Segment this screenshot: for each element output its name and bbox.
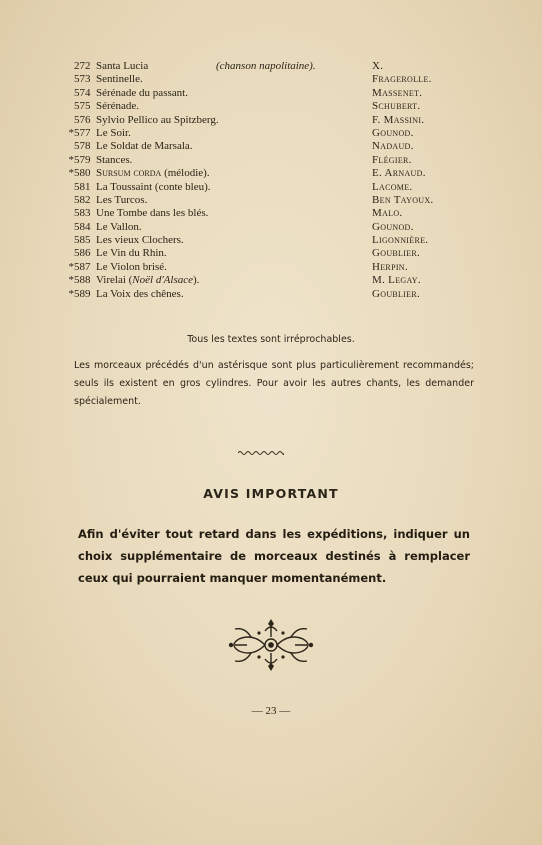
- catalog-row: [66, 274, 486, 287]
- catalog-row: [66, 127, 486, 140]
- song-title: Stances.: [96, 153, 133, 166]
- song-number: 578: [74, 140, 91, 153]
- song-title-part: Virelai (: [96, 274, 133, 287]
- avis-paragraph: Afin d'éviter tout retard dans les expéditions, indiquer un choix supplémentaire de morceaux destinés à remplacer ceux qui pourraient manquer momentanément.: [78, 527, 470, 585]
- wavy-divider: [238, 449, 284, 457]
- song-number: 583: [74, 207, 91, 220]
- catalog-row: [66, 100, 486, 113]
- asterisk-marker: *: [68, 153, 74, 166]
- song-title: Le Vallon.: [96, 220, 142, 233]
- song-title: Une Tombe dans les blés.: [96, 207, 209, 220]
- song-title: Sylvio Pellico au Spitzberg.: [96, 113, 219, 126]
- catalog-row: [66, 140, 486, 153]
- asterisk-explanation: Les morceaux précédés d'un astérisque sont plus particulièrement recommandés; seuls ils existent en gros cylindres. Pour avoir les autres chants, les demander spécialement.: [74, 360, 474, 407]
- song-title: Le Soir.: [96, 126, 131, 139]
- catalog-row: [66, 181, 486, 194]
- catalog-row: [66, 247, 486, 260]
- song-number: 584: [74, 220, 91, 233]
- composer-name: Flégier.: [372, 153, 412, 166]
- song-number: 580: [74, 167, 91, 180]
- song-title: Les vieux Clochers.: [96, 234, 184, 247]
- catalog-row: [66, 194, 486, 207]
- song-title: Le Vin du Rhin.: [96, 247, 167, 260]
- song-number: 587: [74, 260, 91, 273]
- catalog-row: [66, 261, 486, 274]
- catalog-row: [66, 73, 486, 86]
- catalog-row: [66, 221, 486, 234]
- composer-name: M. Legay.: [372, 274, 421, 287]
- song-number: 577: [74, 126, 91, 139]
- asterisk-marker: *: [68, 274, 74, 287]
- asterisk-marker: *: [68, 126, 74, 139]
- song-number: 579: [74, 153, 91, 166]
- song-number: 585: [74, 234, 91, 247]
- avis-heading: AVIS IMPORTANT: [203, 486, 339, 501]
- song-title-part: ).: [193, 274, 200, 287]
- catalog-row: [66, 207, 486, 220]
- song-number: 573: [74, 73, 91, 86]
- composer-name: Nadaud.: [372, 140, 414, 153]
- song-number: 574: [74, 86, 91, 99]
- song-title: La Toussaint (conte bleu).: [96, 180, 211, 193]
- song-number: 588: [74, 274, 91, 287]
- catalog-row: [66, 114, 486, 127]
- song-title-italic: Noël d'Alsace: [132, 274, 193, 287]
- composer-name: Ben Tayoux.: [372, 193, 434, 206]
- composer-name: Fragerolle.: [372, 73, 432, 86]
- asterisk-marker: *: [68, 287, 74, 300]
- ornament-fleuron: [221, 615, 321, 675]
- catalog-row: [66, 288, 486, 301]
- song-number: 575: [74, 100, 91, 113]
- composer-name: F. Massini.: [372, 113, 425, 126]
- asterisk-marker: *: [68, 167, 74, 180]
- texts-note: Tous les textes sont irréprochables.: [187, 334, 355, 345]
- song-title: Sérénade.: [96, 100, 140, 113]
- composer-name: Gounod.: [372, 126, 414, 139]
- composer-name: Massenet.: [372, 86, 423, 99]
- song-title: Santa Lucia: [96, 60, 149, 72]
- song-title: Les Turcos.: [96, 193, 148, 206]
- composer-name: Goublier.: [372, 287, 421, 300]
- page-number: — 23 —: [251, 705, 291, 717]
- composer-name: Herpin.: [372, 260, 408, 273]
- song-title-rest: (mélodie).: [161, 167, 210, 180]
- song-title: Le Violon brisé.: [96, 260, 167, 273]
- catalog-row: [66, 167, 486, 180]
- composer-name: Ligonnière.: [372, 234, 429, 247]
- song-number: 589: [74, 287, 91, 300]
- song-title: La Voix des chênes.: [96, 287, 184, 300]
- song-title: Sentinelle.: [96, 73, 143, 86]
- composer-name: X.: [372, 60, 384, 72]
- song-title: Sérénade du passant.: [96, 86, 188, 99]
- asterisk-marker: *: [68, 260, 74, 273]
- composer-name: E. Arnaud.: [372, 167, 426, 180]
- catalog-row: [66, 154, 486, 167]
- song-title-smallcaps: Sursum corda: [96, 167, 162, 180]
- song-number: 582: [74, 193, 91, 206]
- composer-name: Gounod.: [372, 220, 414, 233]
- song-note: (chanson napolitaine).: [216, 60, 316, 72]
- catalog-row: [66, 87, 486, 100]
- song-number: 586: [74, 247, 91, 260]
- composer-name: Goublier.: [372, 247, 421, 260]
- song-title: [96, 274, 199, 287]
- catalog-row: [66, 60, 486, 73]
- composer-name: Lacome.: [372, 180, 413, 193]
- song-number: 576: [74, 113, 91, 126]
- song-number: 581: [74, 180, 91, 193]
- composer-name: Malo.: [372, 207, 403, 220]
- catalog-row: [66, 234, 486, 247]
- song-title: Le Soldat de Marsala.: [96, 140, 193, 153]
- song-catalog-list: [66, 60, 486, 301]
- song-number: 272: [74, 60, 91, 72]
- composer-name: Schubert.: [372, 100, 421, 113]
- song-title: [96, 167, 210, 180]
